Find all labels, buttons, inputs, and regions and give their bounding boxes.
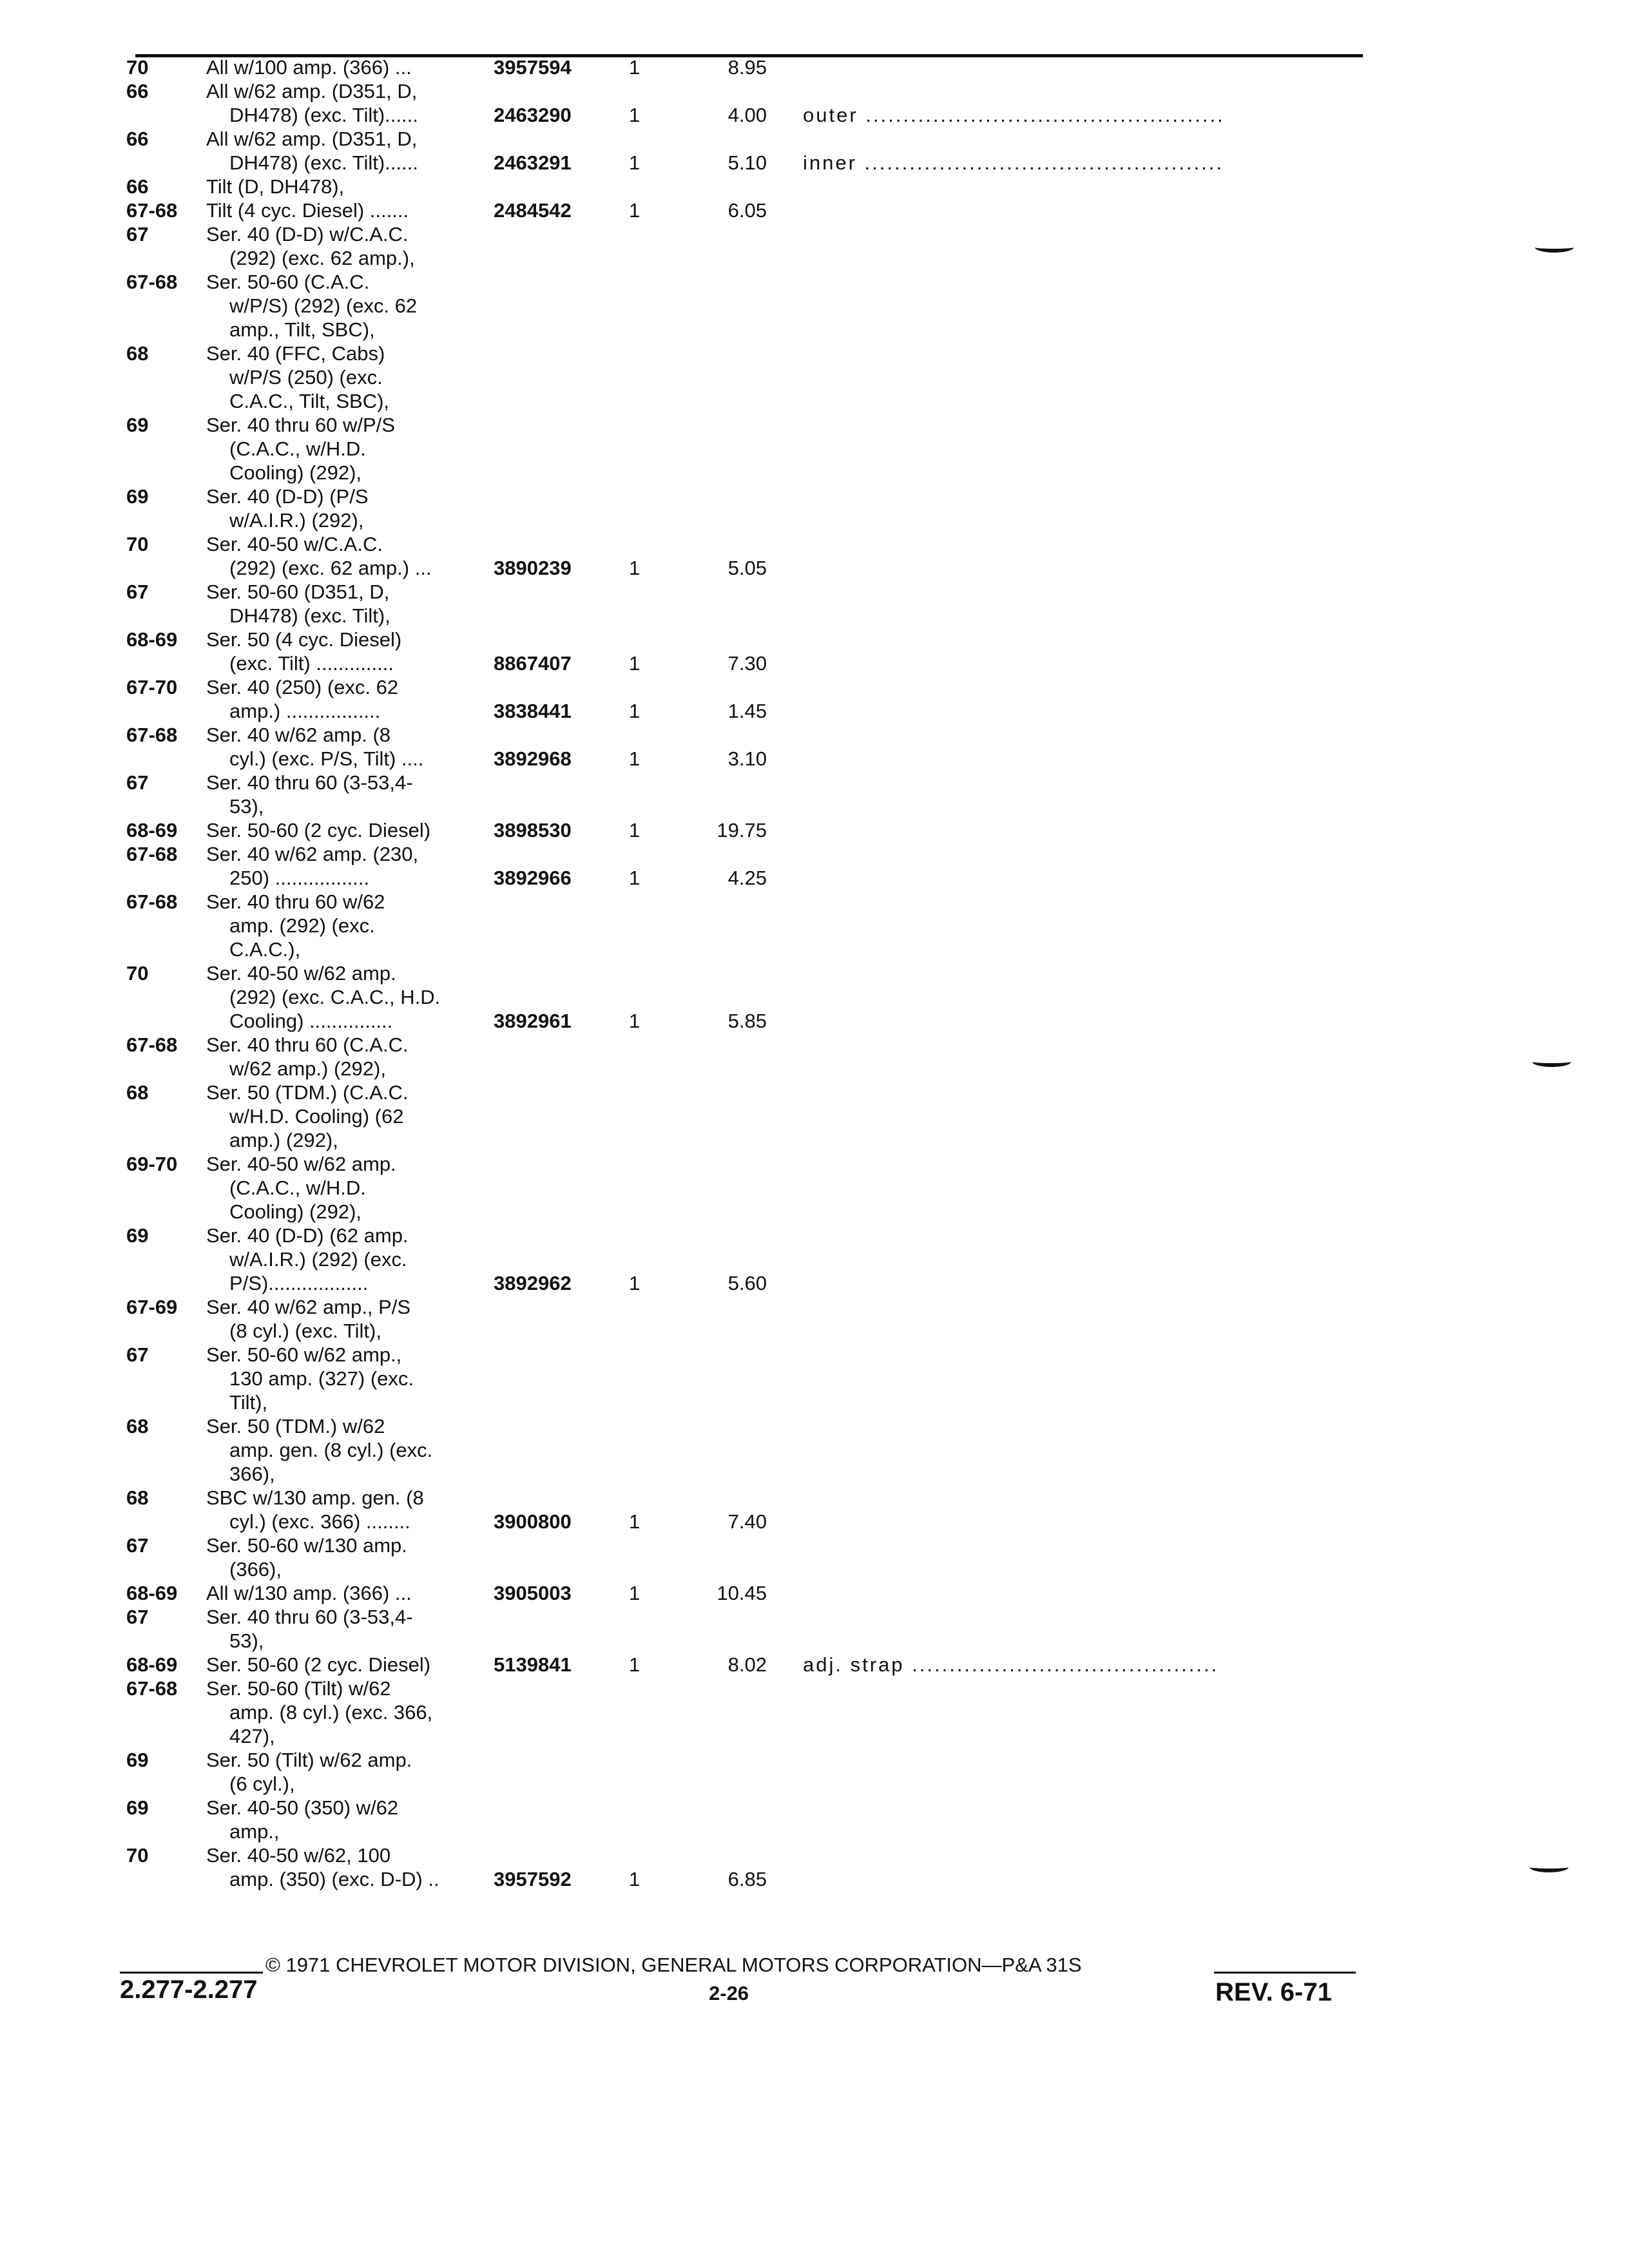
part-number-cell: 3957594 <box>494 56 572 79</box>
table-row <box>0 651 1418 676</box>
year-cell: 70 <box>126 1844 149 1867</box>
table-row <box>0 55 1418 80</box>
description-cell: amp. gen. (8 cyl.) (exc. <box>229 1439 433 1461</box>
description-cell: Ser. 50-60 (C.A.C. <box>206 271 370 293</box>
description-cell: Ser. 50 (4 cyc. Diesel) <box>206 628 402 651</box>
quantity-cell: 1 <box>629 1582 641 1604</box>
year-cell: 67-68 <box>126 724 178 746</box>
binding-mark <box>1530 1862 1568 1872</box>
year-cell: 69 <box>126 414 149 436</box>
description-cell: amp.) ................. <box>229 700 381 722</box>
description-cell: w/62 amp.) (292), <box>229 1057 386 1080</box>
table-row <box>0 604 1418 628</box>
description-cell: Ser. 50-60 (2 cyc. Diesel) <box>206 819 431 841</box>
quantity-cell: 1 <box>629 700 641 722</box>
quantity-cell: 1 <box>629 56 641 79</box>
year-cell: 66 <box>126 80 149 102</box>
table-row <box>0 1176 1418 1200</box>
year-cell: 68 <box>126 1486 149 1509</box>
description-cell: amp. (350) (exc. D-D) .. <box>229 1868 439 1890</box>
table-row <box>0 1677 1418 1701</box>
table-row <box>0 1796 1418 1820</box>
year-cell: 68-69 <box>126 628 178 651</box>
description-cell: 366), <box>229 1463 275 1485</box>
description-cell: All w/62 amp. (D351, D, <box>206 80 418 102</box>
year-cell: 67-68 <box>126 271 178 293</box>
table-row <box>0 151 1418 175</box>
description-cell: (292) (exc. 62 amp.) ... <box>229 557 432 579</box>
revision-date: REV. 6-71 <box>1215 1978 1332 2006</box>
description-cell: (C.A.C., w/H.D. <box>229 437 366 460</box>
part-number-cell: 5139841 <box>494 1653 572 1676</box>
part-number-cell: 3957592 <box>494 1868 572 1890</box>
quantity-cell: 1 <box>629 747 641 770</box>
table-row <box>0 508 1418 533</box>
table-row <box>0 1510 1418 1534</box>
year-cell: 67 <box>126 771 149 794</box>
part-number-cell: 3892961 <box>494 1010 572 1032</box>
year-cell: 66 <box>126 128 149 150</box>
year-cell: 70 <box>126 533 149 555</box>
description-cell: 250) ................. <box>229 867 370 889</box>
table-row <box>0 747 1418 771</box>
table-row <box>0 294 1418 318</box>
price-cell: 19.75 <box>717 819 767 841</box>
table-row <box>0 1700 1418 1725</box>
price-cell: 5.85 <box>728 1010 767 1032</box>
description-cell: DH478) (exc. Tilt), <box>229 604 390 627</box>
description-cell: w/P/S (250) (exc. <box>229 366 383 389</box>
table-row <box>0 1367 1418 1391</box>
description-cell: Ser. 50-60 (D351, D, <box>206 581 390 603</box>
table-row <box>0 413 1418 437</box>
description-cell: C.A.C., Tilt, SBC), <box>229 390 390 412</box>
description-cell: 427), <box>229 1725 275 1747</box>
year-cell: 68-69 <box>126 819 178 841</box>
price-cell: 4.25 <box>728 867 767 889</box>
table-row <box>0 771 1418 795</box>
table-row <box>0 818 1418 843</box>
description-cell: amp. (292) (exc. <box>229 914 375 937</box>
table-row <box>0 1462 1418 1486</box>
table-row <box>0 580 1418 604</box>
part-number-cell: 2484542 <box>494 199 572 222</box>
year-cell: 69-70 <box>126 1153 178 1175</box>
table-row <box>0 175 1418 199</box>
part-number-cell: 3905003 <box>494 1582 572 1604</box>
year-cell: 68-69 <box>126 1653 178 1676</box>
table-row <box>0 1200 1418 1224</box>
description-cell: (8 cyl.) (exc. Tilt), <box>229 1320 381 1342</box>
part-number-cell: 2463291 <box>494 151 572 174</box>
table-row <box>0 1724 1418 1749</box>
description-cell: Ser. 50 (TDM.) (C.A.C. <box>206 1081 409 1104</box>
section-code: 2.277-2.277 <box>120 1975 258 2004</box>
year-cell: 69 <box>126 1224 149 1247</box>
table-row <box>0 485 1418 509</box>
price-cell: 6.85 <box>728 1868 767 1890</box>
description-cell: (292) (exc. 62 amp.), <box>229 247 415 269</box>
description-cell: All w/62 amp. (D351, D, <box>206 128 418 150</box>
table-row <box>0 270 1418 294</box>
footer-rule-right <box>1214 1972 1356 1974</box>
table-row <box>0 1414 1418 1439</box>
year-cell: 69 <box>126 485 149 508</box>
year-cell: 69 <box>126 1796 149 1819</box>
description-cell: amp. (8 cyl.) (exc. 366, <box>229 1701 433 1724</box>
description-cell: Ser. 50-60 (2 cyc. Diesel) <box>206 1653 431 1676</box>
quantity-cell: 1 <box>629 1510 641 1533</box>
year-cell: 69 <box>126 1749 149 1771</box>
description-cell: 53), <box>229 795 264 818</box>
table-row <box>0 866 1418 890</box>
part-number-cell: 8867407 <box>494 652 572 675</box>
table-row <box>0 1533 1418 1558</box>
description-cell: Ser. 40 (D-D) (62 amp. <box>206 1224 409 1247</box>
page-number: 2-26 <box>709 1982 749 2004</box>
table-row <box>0 532 1418 557</box>
price-cell: 5.05 <box>728 557 767 579</box>
year-cell: 67-68 <box>126 843 178 865</box>
description-cell: (366), <box>229 1558 282 1581</box>
table-row <box>0 1843 1418 1868</box>
description-cell: Tilt), <box>229 1391 268 1414</box>
description-cell: Ser. 50 (TDM.) w/62 <box>206 1415 385 1437</box>
price-cell: 4.00 <box>728 104 767 126</box>
quantity-cell: 1 <box>629 867 641 889</box>
table-row <box>0 1629 1418 1653</box>
price-cell: 8.95 <box>728 56 767 79</box>
table-row <box>0 628 1418 652</box>
year-cell: 67-68 <box>126 199 178 222</box>
table-row <box>0 1009 1418 1033</box>
description-cell: Ser. 40 thru 60 (C.A.C. <box>206 1033 409 1056</box>
year-cell: 67 <box>126 1343 149 1366</box>
table-row <box>0 1104 1418 1129</box>
table-row <box>0 1152 1418 1177</box>
description-cell: Ser. 40 (D-D) w/C.A.C. <box>206 223 409 245</box>
table-row <box>0 1772 1418 1796</box>
year-cell: 68-69 <box>126 1582 178 1604</box>
description-cell: Ser. 40 thru 60 (3-53,4- <box>206 1606 413 1628</box>
quantity-cell: 1 <box>629 819 641 841</box>
quantity-cell: 1 <box>629 199 641 222</box>
year-cell: 68 <box>126 1081 149 1104</box>
year-cell: 67 <box>126 1606 149 1628</box>
table-row <box>0 985 1418 1010</box>
price-cell: 5.60 <box>728 1272 767 1294</box>
table-row <box>0 1295 1418 1320</box>
year-cell: 67-68 <box>126 1033 178 1056</box>
table-row <box>0 675 1418 700</box>
year-cell: 68 <box>126 342 149 365</box>
table-row <box>0 1319 1418 1343</box>
price-cell: 8.02 <box>728 1653 767 1676</box>
part-number-cell: 3890239 <box>494 557 572 579</box>
table-row <box>0 103 1418 128</box>
year-cell: 66 <box>126 175 149 198</box>
quantity-cell: 1 <box>629 557 641 579</box>
description-cell: cyl.) (exc. 366) ........ <box>229 1510 410 1533</box>
table-row <box>0 890 1418 914</box>
year-cell: 67 <box>126 581 149 603</box>
year-cell: 67 <box>126 223 149 245</box>
year-cell: 67-68 <box>126 1677 178 1700</box>
description-cell: All w/130 amp. (366) ... <box>206 1582 412 1604</box>
part-number-cell: 3892968 <box>494 747 572 770</box>
description-cell: Ser. 40 w/62 amp. (8 <box>206 724 391 746</box>
table-row <box>0 937 1418 962</box>
table-row <box>0 1128 1418 1153</box>
binding-mark <box>1535 242 1574 253</box>
description-cell: 130 amp. (327) (exc. <box>229 1367 414 1390</box>
description-cell: Ser. 50 (Tilt) w/62 amp. <box>206 1749 412 1771</box>
footer-rule-left <box>120 1972 263 1974</box>
quantity-cell: 1 <box>629 1010 641 1032</box>
description-cell: (6 cyl.), <box>229 1773 295 1795</box>
part-number-cell: 3892966 <box>494 867 572 889</box>
note-cell: adj. strap ......................................... <box>803 1653 1219 1676</box>
description-cell: w/A.I.R.) (292) (exc. <box>229 1248 407 1271</box>
table-row <box>0 842 1418 867</box>
description-cell: All w/100 amp. (366) ... <box>206 56 412 79</box>
price-cell: 6.05 <box>728 199 767 222</box>
description-cell: amp., Tilt, SBC), <box>229 318 375 341</box>
table-row <box>0 198 1418 223</box>
description-cell: w/H.D. Cooling) (62 <box>229 1105 404 1128</box>
table-row <box>0 794 1418 819</box>
price-cell: 10.45 <box>717 1582 767 1604</box>
description-cell: cyl.) (exc. P/S, Tilt) .... <box>229 747 424 770</box>
description-cell: Ser. 50-60 (Tilt) w/62 <box>206 1677 391 1700</box>
description-cell: Ser. 40 (D-D) (P/S <box>206 485 369 508</box>
description-cell: Ser. 40 w/62 amp. (230, <box>206 843 419 865</box>
table-row <box>0 1867 1418 1892</box>
year-cell: 67 <box>126 1534 149 1557</box>
table-row <box>0 79 1418 104</box>
description-cell: Ser. 40 thru 60 w/62 <box>206 890 385 913</box>
table-row <box>0 246 1418 271</box>
table-row <box>0 1653 1418 1677</box>
price-cell: 3.10 <box>728 747 767 770</box>
description-cell: Ser. 40 thru 60 (3-53,4- <box>206 771 413 794</box>
description-cell: Ser. 40-50 (350) w/62 <box>206 1796 399 1819</box>
description-cell: DH478) (exc. Tilt)...... <box>229 104 418 126</box>
description-cell: w/A.I.R.) (292), <box>229 509 364 532</box>
table-row <box>0 318 1418 342</box>
table-row <box>0 1820 1418 1844</box>
description-cell: Ser. 40-50 w/62 amp. <box>206 962 396 985</box>
description-cell: P/S).................. <box>229 1272 369 1294</box>
description-cell: Ser. 40-50 w/C.A.C. <box>206 533 383 555</box>
part-number-cell: 3898530 <box>494 819 572 841</box>
description-cell: DH478) (exc. Tilt)...... <box>229 151 418 174</box>
year-cell: 67-69 <box>126 1296 178 1318</box>
description-cell: (C.A.C., w/H.D. <box>229 1177 366 1199</box>
description-cell: Ser. 50-60 w/62 amp., <box>206 1343 402 1366</box>
description-cell: Ser. 40-50 w/62 amp. <box>206 1153 396 1175</box>
year-cell: 70 <box>126 56 149 79</box>
table-row <box>0 127 1418 151</box>
description-cell: Tilt (4 cyc. Diesel) ....... <box>206 199 409 222</box>
price-cell: 5.10 <box>728 151 767 174</box>
table-row <box>0 1748 1418 1773</box>
description-cell: C.A.C.), <box>229 938 301 961</box>
description-cell: Cooling) (292), <box>229 1200 362 1223</box>
part-number-cell: 3838441 <box>494 700 572 722</box>
year-cell: 67-70 <box>126 676 178 698</box>
description-cell: Cooling) (292), <box>229 461 362 484</box>
table-row <box>0 556 1418 581</box>
table-row <box>0 1486 1418 1510</box>
note-cell: outer ................................................ <box>803 104 1225 126</box>
table-row <box>0 1581 1418 1606</box>
table-row <box>0 341 1418 366</box>
table-row <box>0 389 1418 414</box>
table-row <box>0 437 1418 461</box>
description-cell: Ser. 40-50 w/62, 100 <box>206 1844 391 1867</box>
year-cell: 68 <box>126 1415 149 1437</box>
note-cell: inner ................................................ <box>803 151 1224 174</box>
table-row <box>0 461 1418 485</box>
description-cell: amp., <box>229 1820 280 1843</box>
table-row <box>0 1081 1418 1105</box>
binding-mark <box>1532 1057 1571 1067</box>
table-row <box>0 1033 1418 1057</box>
table-row <box>0 1343 1418 1367</box>
description-cell: Ser. 50-60 w/130 amp. <box>206 1534 407 1557</box>
table-row <box>0 699 1418 724</box>
table-row <box>0 1271 1418 1296</box>
year-cell: 70 <box>126 962 149 985</box>
quantity-cell: 1 <box>629 104 641 126</box>
description-cell: (exc. Tilt) .............. <box>229 652 394 675</box>
quantity-cell: 1 <box>629 151 641 174</box>
copyright-line: © 1971 CHEVROLET MOTOR DIVISION, GENERAL MOTORS CORPORATION—P&A 31S <box>265 1954 1082 1976</box>
description-cell: Ser. 40 (250) (exc. 62 <box>206 676 399 698</box>
table-row <box>0 1438 1418 1463</box>
quantity-cell: 1 <box>629 1653 641 1676</box>
table-row <box>0 961 1418 986</box>
table-row <box>0 365 1418 390</box>
price-cell: 7.30 <box>728 652 767 675</box>
part-number-cell: 3900800 <box>494 1510 572 1533</box>
description-cell: Cooling) ............... <box>229 1010 393 1032</box>
part-number-cell: 3892962 <box>494 1272 572 1294</box>
table-row <box>0 1605 1418 1629</box>
description-cell: Ser. 40 (FFC, Cabs) <box>206 342 385 365</box>
table-row <box>0 1057 1418 1081</box>
description-cell: amp.) (292), <box>229 1129 338 1151</box>
description-cell: 53), <box>229 1629 264 1652</box>
description-cell: Ser. 40 thru 60 w/P/S <box>206 414 395 436</box>
description-cell: Tilt (D, DH478), <box>206 175 345 198</box>
description-cell: Ser. 40 w/62 amp., P/S <box>206 1296 411 1318</box>
table-row <box>0 1557 1418 1582</box>
description-cell: SBC w/130 amp. gen. (8 <box>206 1486 424 1509</box>
table-row <box>0 1224 1418 1248</box>
table-row <box>0 914 1418 938</box>
table-row <box>0 1247 1418 1272</box>
part-number-cell: 2463290 <box>494 104 572 126</box>
price-cell: 7.40 <box>728 1510 767 1533</box>
table-row <box>0 723 1418 747</box>
price-cell: 1.45 <box>728 700 767 722</box>
quantity-cell: 1 <box>629 1868 641 1890</box>
quantity-cell: 1 <box>629 1272 641 1294</box>
table-row <box>0 1390 1418 1415</box>
description-cell: w/P/S) (292) (exc. 62 <box>229 294 418 317</box>
year-cell: 67-68 <box>126 890 178 913</box>
quantity-cell: 1 <box>629 652 641 675</box>
description-cell: (292) (exc. C.A.C., H.D. <box>229 986 441 1008</box>
table-row <box>0 222 1418 247</box>
